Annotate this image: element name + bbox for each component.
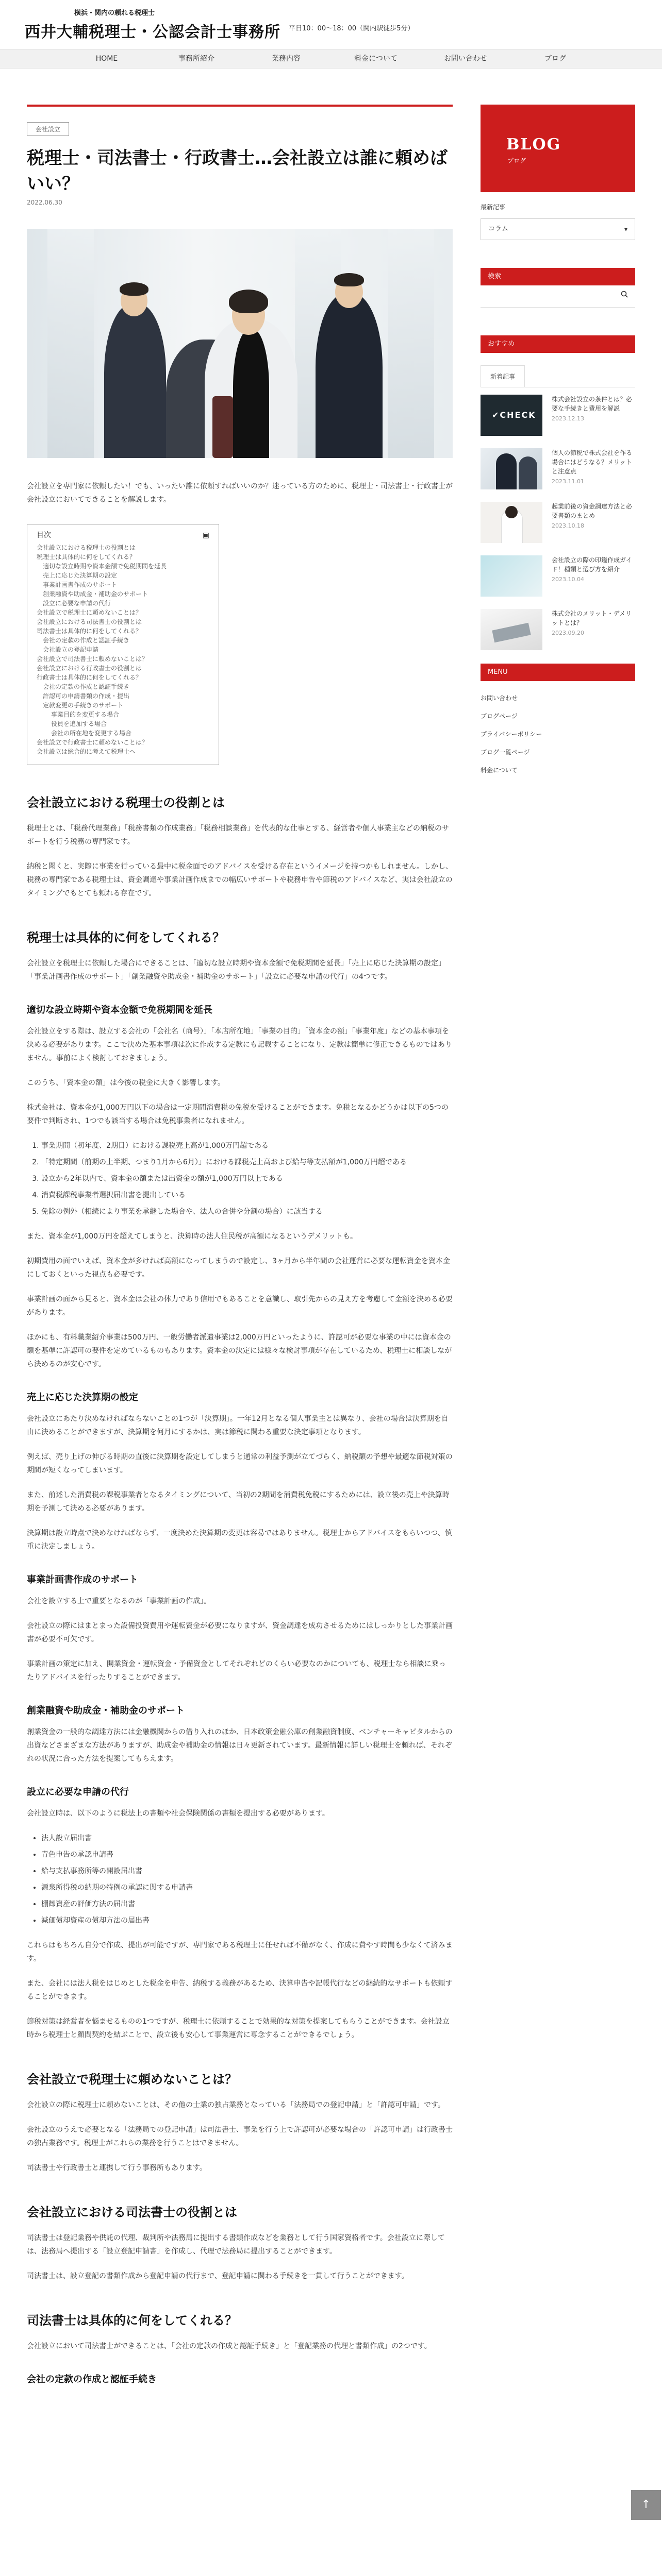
list-item: • 法人設立届出書 <box>41 1832 453 1845</box>
toc-item[interactable]: 適切な設立時期や資本金額で免税期間を延長 <box>43 563 167 570</box>
paragraph: 事業計画の面から見ると、資本金は会社の体力であり信用でもあることを意識し、取引先からの見え方を考慮して金額を決める必要があります。 <box>27 1295 453 1317</box>
section-heading: 会社設立で税理士に頼めないことは？ <box>27 2072 237 2087</box>
recent-post-title[interactable]: 株式会社設立の条件とは？必要な手続きと費用を解説 <box>552 396 633 412</box>
list-item: • 青色申告の承認申請書 <box>41 1848 453 1861</box>
nav-pricing[interactable]: 料金について <box>354 55 398 63</box>
paragraph: 司法書士や行政書士と連携して行う事務所もあります。 <box>27 2164 207 2172</box>
paragraph: 節税対策は経営者を悩ませるものの1つですが、税理士に依頼することで効果的な対策を提案してもらうことができます。会社設立時から税理士と顧問契約を結ぶことで、設立後も安心して事業運営に専念することができるでしょう。 <box>27 2018 450 2039</box>
toc-item[interactable]: 売上に応じた決算期の設定 <box>43 572 118 579</box>
tab-latest-posts[interactable]: 新着記事 <box>481 365 525 387</box>
toc-item[interactable]: 役員を追加する場合 <box>51 720 107 727</box>
list-item: • 源泉所得税の納期の特例の承認に関する申請書 <box>41 1881 453 1894</box>
paragraph: 会社設立にあたり決めなければならないことの1つが「決算期」。一年12月となる個人事業主とは異なり、会社の場合は決算期を自由に決めることができますが、決算期を何月にするかは、実は節税に関わる重要な決定事項となります。 <box>27 1415 449 1436</box>
post-thumbnail[interactable] <box>481 609 542 650</box>
list-item: • 減価償却資産の償却方法の届出書 <box>41 1914 453 1927</box>
subsection-heading: 適切な設立時期や資本金額で免税期間を延長 <box>27 1005 212 1015</box>
nav-office[interactable]: 事務所紹介 <box>178 55 214 63</box>
recent-post-date: 2023.09.20 <box>552 630 584 636</box>
site-tagline: 横浜・関内の頼れる税理士 <box>74 9 155 17</box>
paragraph: 事業計画の策定に加え、開業資金・運転資金・予備資金としてそれぞれどのくらい必要なのかについても、税理士なら相談に乗ったりアドバイスを行ったりすることができます。 <box>27 1660 446 1682</box>
hero-image <box>27 229 453 458</box>
blog-banner <box>481 105 635 192</box>
paragraph: 税理士とは、「税務代理業務」「税務書類の作成業務」「税務相談業務」を代表的な仕事とする、経営者や個人事業主などの納税のサポートを行う税務の専門家です。 <box>27 824 449 846</box>
paragraph: 会社設立のうえで必要となる「法務局での登記申請」は司法書士、事業を行う上で許認可が必要な場合の「許認可申請」は行政書士の独占業務です。税理士がこれらの業務を行うことはできません。 <box>27 2126 453 2147</box>
sidebar <box>481 105 635 784</box>
toc-item[interactable]: 設立に必要な申請の代行 <box>43 600 111 607</box>
recent-post-title[interactable]: 株式会社のメリット・デメリットとは？ <box>552 610 632 626</box>
search-widget-title: 検索 <box>481 268 635 285</box>
recent-post-item[interactable] <box>481 555 635 597</box>
toc-item[interactable]: 事業計画書作成のサポート <box>43 581 118 588</box>
toc-item[interactable]: 会社の定款の作成と認証手続き <box>43 683 130 690</box>
category-select[interactable] <box>481 218 635 240</box>
paragraph: これらはもちろん自分で作成、提出が可能ですが、専門家である税理士に任せれば不備がなく、作成に費やす時間も少なくて済みます。 <box>27 1941 453 1963</box>
search-input[interactable] <box>481 285 635 308</box>
subsection-heading: 事業計画書作成のサポート <box>27 1574 138 1585</box>
toc-item[interactable]: 会社設立における行政書士の役割とは <box>37 665 142 672</box>
recent-post-item[interactable] <box>481 448 635 489</box>
recent-post-item[interactable] <box>481 609 635 650</box>
list-item: 5. 免除の例外（相続により事業を承継した場合や、法人の合併や分割の場合）に該当する <box>41 1205 453 1218</box>
list-item: 1. 事業期間（初年度、2期目）における課税売上高が1,000万円超である <box>41 1139 453 1153</box>
menu-item[interactable]: ブログ一覧ページ <box>481 749 530 756</box>
toc-item[interactable]: 司法書士は具体的に何をしてくれる？ <box>37 628 142 635</box>
section-heading: 会社設立における司法書士の役割とは <box>27 2205 237 2219</box>
paragraph: 会社設立において司法書士ができることは、「会社の定款の作成と認証手続き」と「登記業務の代理と書類作成」の2つです。 <box>27 2342 432 2350</box>
toc-item[interactable]: 会社設立で税理士に頼めないことは？ <box>37 609 142 616</box>
section-heading: 税理士は具体的に何をしてくれる？ <box>27 930 225 945</box>
toc-item[interactable]: 行政書士は具体的に何をしてくれる？ <box>37 674 142 681</box>
post-date: 2022.06.30 <box>27 199 62 206</box>
toc-item[interactable]: 会社の定款の作成と認証手続き <box>43 637 130 644</box>
recent-post-date: 2023.10.18 <box>552 522 584 529</box>
menu-item[interactable]: ブログページ <box>481 713 518 720</box>
paragraph: 会社設立を税理士に依頼した場合にできることは、「適切な設立時期や資本金額で免税期間を延長」「売上に応じた決算期の設定」「事業計画書作成のサポート」「創業融資や助成金・補助金のサポート」「設立に必要な申請の代行」の4つです。 <box>27 959 445 981</box>
paragraph: 納税と聞くと、実際に事業を行っている最中に税金面でのアドバイスを受ける存在というイメージを持つかもしれません。しかし、税務の専門家である税理士は、資金調達や事業計画作成までの幅広いサポートや税務申告や節税のアドバイスなど、実は会社設立のタイミングでもとても頼れる存在です。 <box>27 862 453 897</box>
table-of-contents <box>27 524 219 765</box>
subsection-heading: 会社の定款の作成と認証手続き <box>27 2374 157 2385</box>
site-header <box>0 0 662 49</box>
article <box>27 105 453 2394</box>
post-thumbnail[interactable]: ✔CHECK <box>481 395 542 436</box>
archive-label: 最新記事 <box>481 204 506 211</box>
recent-post-item[interactable] <box>481 502 635 543</box>
intro-text: 会社設立を専門家に依頼したい！でも、いったい誰に依頼すればいいのか？迷っている方のために、税理士・司法書士・行政書士が会社設立においてできることを解説します。 <box>27 482 453 504</box>
paragraph: 会社設立をする際は、設立する会社の「会社名（商号）」「本店所在地」「事業の目的」「資本金の額」「事業年度」などの基本事項を決める必要があります。ここで決めた基本事項は次に作成する定款にも記載することになり、定款は簡単に修正できるものではありません。事前によく検討しておきましょう。 <box>27 1027 452 1062</box>
toc-item[interactable]: 許認可の申請書類の作成・提出 <box>43 692 130 700</box>
post-thumbnail[interactable] <box>481 502 542 543</box>
paragraph: 例えば、売り上げの伸びる時期の直後に決算期を設定してしまうと通常の利益予測が立てづらく、納税額の予想や最適な節税対策の期間が短くなってしまいます。 <box>27 1453 453 1475</box>
blog-banner-title: BLOG <box>506 135 561 154</box>
paragraph: 会社設立時は、以下のように税法上の書類や社会保険関係の書類を提出する必要があります。 <box>27 1809 329 1818</box>
category-badge[interactable]: 会社設立 <box>27 122 69 136</box>
paragraph: 会社を設立する上で重要となるのが「事業計画の作成」。 <box>27 1597 211 1605</box>
subsection-heading: 売上に応じた決算期の設定 <box>27 1392 138 1403</box>
post-title: 税理士・司法書士・行政書士…会社設立は誰に頼めばいい？ <box>27 148 448 194</box>
paragraph: 会社設立の際に税理士に頼めないことは、その他の士業の独占業務となっている「法務局での登記申請」と「許認可申請」です。 <box>27 2101 445 2109</box>
page-wrap <box>0 69 662 2576</box>
subsection-heading: 設立に必要な申請の代行 <box>27 1787 129 1798</box>
exemption-conditions-list <box>27 1139 453 1218</box>
search-icon[interactable] <box>621 291 628 298</box>
menu-item[interactable]: 料金について <box>481 767 518 774</box>
paragraph: また、会社には法人税をはじめとした税金を申告、納税する義務があるため、決算申告や記帳代行などの継続的なサポートも依頼することができます。 <box>27 1979 453 2001</box>
recent-post-date: 2023.11.01 <box>552 478 584 485</box>
paragraph: ほかにも、有料職業紹介事業は500万円、一般労働者派遣事業は2,000万円といったように、許認可が必要な事業の中には資本金の額を基準に許認可の要件を定めているものもあります。資本金の決定には様々な検討事項が存在しているため、税理士に相談しながら決めるのが安心です。 <box>27 1333 452 1368</box>
post-thumbnail[interactable] <box>481 448 542 489</box>
paragraph: このうち、「資本金の額」は今後の税金に大きく影響します。 <box>27 1079 225 1087</box>
nav-home[interactable]: HOME <box>95 55 118 63</box>
recent-post-title[interactable]: 会社設立の際の印鑑作成ガイド！種類と選び方を紹介 <box>552 556 632 573</box>
paragraph: 初期費用の面でいえば、資本金が多ければ高額になってしまうので設定し、3ヶ月から半年間の会社運営に必要な運転資金を資本金にしておくといった視点も必要です。 <box>27 1257 450 1279</box>
paragraph: 司法書士は登記業務や供託の代理、裁判所や法務局に提出する書類作成などを業務として行う国家資格者です。会社設立に際しては、法務局へ提出する「設立登記申請書」を作成し、代理で法務局に提出することができます。 <box>27 2234 445 2256</box>
toc-item[interactable]: 税理士は具体的に何をしてくれる？ <box>37 553 136 561</box>
section-heading: 司法書士は具体的に何をしてくれる？ <box>27 2313 237 2328</box>
nav-services[interactable]: 業務内容 <box>272 55 301 63</box>
list-item: 3. 設立から2年以内で、資本金の額または出資金の額が1,000万円以上である <box>41 1172 453 1185</box>
paragraph: 司法書士は、設立登記の書類作成から登記申請の代行まで、登記申請に関わる手続きを一貫して行うことができます。 <box>27 2272 409 2280</box>
menu-item[interactable]: お問い合わせ <box>481 694 518 702</box>
paragraph: 創業資金の一般的な調達方法には金融機関からの借り入れのほか、日本政策金融公庫の創業融資制度、ベンチャーキャピタルからの出資などさまざまな方法がありますが、助成金や補助金の情報は日々更新されています。最新情報に詳しい税理士を頼れば、それぞれの状況に合った方法を提案してもらえます。 <box>27 1728 453 1763</box>
business-hours: 平日10：00～18：00（関内駅徒歩5分） <box>289 25 415 32</box>
menu-widget-title: MENU <box>481 664 635 681</box>
section-heading: 会社設立における税理士の役割とは <box>27 795 225 810</box>
paragraph: また、前述した消費税の課税事業者となるタイミングについて、当初の2期間を消費税免税にするためには、設立後の売上や決算時期を予測して決める必要があります。 <box>27 1491 450 1513</box>
list-item: • 棚卸資産の評価方法の届出書 <box>41 1897 453 1911</box>
recent-post-title[interactable]: 起業前後の資金調達方法と必要書類のまとめ <box>552 503 633 519</box>
toc-item[interactable]: 定款変更の手続きのサポート <box>43 702 124 709</box>
site-brand[interactable] <box>25 7 280 42</box>
subsection-heading: 創業融資や助成金・補助金のサポート <box>27 1705 185 1716</box>
recommend-widget-title: おすすめ <box>481 335 635 353</box>
post-thumbnail[interactable] <box>481 555 542 597</box>
toc-item[interactable]: 会社設立における司法書士の役割とは <box>37 618 142 625</box>
toc-item[interactable]: 創業融資や助成金・補助金のサポート <box>43 590 148 598</box>
recent-post-item[interactable] <box>481 395 635 436</box>
sidebar-menu <box>481 693 635 774</box>
site-name[interactable]: 西井大輔税理士・公認会計士事務所 <box>25 23 280 41</box>
list-item: 4. 消費税課税事業者選択届出書を提出している <box>41 1189 453 1202</box>
scroll-to-top-button[interactable]: ↑ <box>631 2490 661 2520</box>
paragraph: 会社設立の際にはまとまった設備投資費用や運転資金が必要になりますが、資金調達を成功させるためにはしっかりとした事業計画書が必要不可欠です。 <box>27 1622 453 1643</box>
nav-contact[interactable]: お問い合わせ <box>444 55 487 63</box>
list-item: 2. 「特定期間（前期の上半期、つまり1月から6月）」における課税売上高および給与等支払額が1,000万円超である <box>41 1156 453 1169</box>
nav-blog[interactable]: ブログ <box>544 55 566 63</box>
recent-post-list <box>481 387 635 650</box>
paragraph: 決算期は設立時点で決めなければならず、一度決めた決算期の変更は容易ではありません。税理士からアドバイスをもらいつつ、慎重に決定しましょう。 <box>27 1529 452 1551</box>
recent-post-date: 2023.10.04 <box>552 576 584 583</box>
blog-banner-subtitle: ブログ <box>507 157 526 164</box>
list-item: • 給与支払事務所等の開設届出書 <box>41 1865 453 1878</box>
global-nav <box>0 49 662 69</box>
paragraph: 株式会社は、資本金が1,000万円以下の場合は一定期間消費税の免税を受けることができます。免税となるかどうかは以下の5つの要件で判断され、1つでも該当する場合は免税事業者になれません。 <box>27 1104 449 1125</box>
toc-list <box>37 543 209 756</box>
category-select-value: コラム <box>488 225 508 233</box>
toc-item[interactable]: 会社の所在地を変更する場合 <box>51 730 132 737</box>
toc-item[interactable]: 会社設立で行政書士に頼めないことは？ <box>37 739 148 746</box>
recent-post-date: 2023.12.13 <box>552 415 584 422</box>
menu-item[interactable]: プライバシーポリシー <box>481 731 542 738</box>
toc-item[interactable]: 会社設立における税理士の役割とは <box>37 544 136 551</box>
paragraph: また、資本金が1,000万円を超えてしまうと、決算時の法人住民税が高額になるというデメリットも。 <box>27 1232 357 1241</box>
toc-title: 目次 <box>37 531 51 539</box>
toc-item[interactable]: 会社設立の登記申請 <box>43 646 99 653</box>
article-top-rule <box>27 105 453 107</box>
toc-item[interactable]: 会社設立で司法書士に頼めないことは？ <box>37 655 148 663</box>
toc-toggle-icon[interactable]: ▣ <box>202 531 209 539</box>
recent-post-title[interactable]: 個人の節税で株式会社を作る場合にはどうなる？メリットと注意点 <box>552 449 633 475</box>
chevron-down-icon: ▾ <box>624 226 627 233</box>
toc-item[interactable]: 事業目的を変更する場合 <box>51 711 120 718</box>
toc-item[interactable]: 会社設立は総合的に考えて税理士へ <box>37 748 136 755</box>
required-documents-list <box>27 1832 453 1927</box>
